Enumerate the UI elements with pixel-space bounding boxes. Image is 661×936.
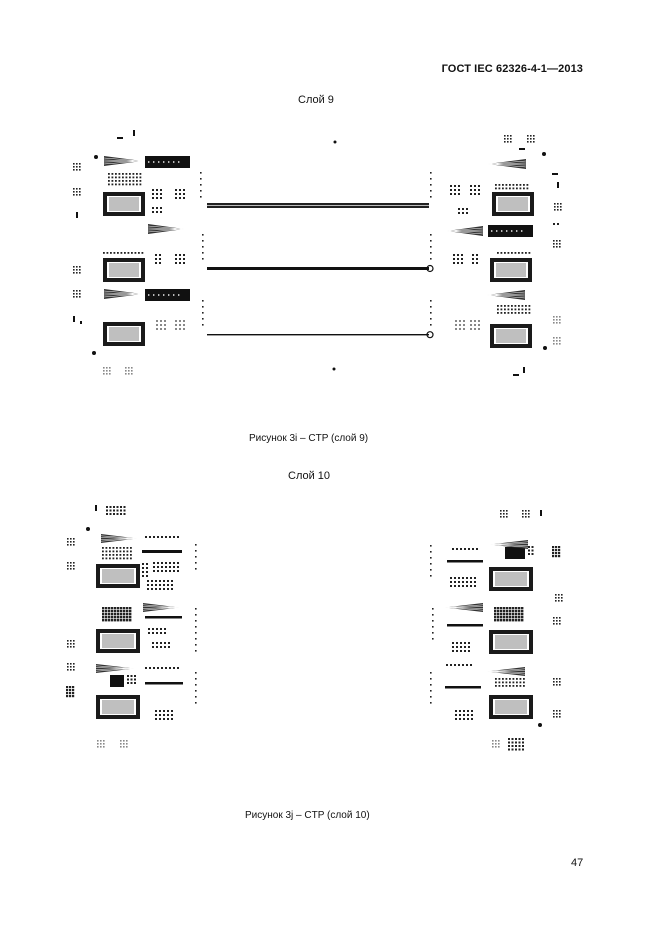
pad-array xyxy=(492,740,500,748)
pad-array xyxy=(125,367,133,375)
pad-array xyxy=(152,207,162,213)
figure-10-caption: Рисунок 3j – CTP (слой 10) xyxy=(245,810,370,821)
ic-footprint-hatch xyxy=(496,330,526,342)
pad-array xyxy=(554,203,562,211)
pad-array xyxy=(73,163,81,171)
via-dot xyxy=(542,152,546,156)
pad-array xyxy=(127,675,136,684)
pad-array xyxy=(148,628,166,634)
signal-trace xyxy=(207,334,429,335)
via-dot xyxy=(92,351,96,355)
pad-array xyxy=(522,510,530,518)
pad-array xyxy=(120,740,128,748)
pad-array xyxy=(495,184,528,189)
pad-mark xyxy=(523,367,525,373)
ic-footprint-hatch xyxy=(498,198,528,210)
pad-array xyxy=(500,510,508,518)
ic-footprint-hatch xyxy=(496,264,526,276)
pad-array xyxy=(156,320,166,330)
pad-line xyxy=(145,616,182,619)
pad-array xyxy=(73,266,81,274)
pad-array xyxy=(142,563,148,577)
pad-array xyxy=(155,710,173,720)
pad-array xyxy=(497,305,530,314)
pad-mark xyxy=(80,321,82,324)
ic-footprint-hatch xyxy=(102,570,134,582)
pad-mark xyxy=(540,510,542,516)
pad-mark xyxy=(73,316,75,322)
pad-array xyxy=(553,678,561,686)
figure-10-layer-pattern xyxy=(0,500,661,760)
pad-array xyxy=(553,223,559,225)
figure-10-title: Слой 10 xyxy=(288,470,331,482)
pad-strip xyxy=(488,225,533,237)
pad-array xyxy=(494,607,523,621)
pad-array xyxy=(175,320,185,330)
pad-array xyxy=(175,189,185,199)
signal-trace xyxy=(207,267,429,270)
pad-line xyxy=(445,686,481,689)
pad-array xyxy=(528,546,534,555)
via-column xyxy=(430,545,432,577)
via-dot xyxy=(94,155,98,159)
via-column xyxy=(430,172,432,198)
pad-array xyxy=(472,254,478,264)
pad-array xyxy=(450,577,476,587)
pad-array xyxy=(452,642,470,652)
pad-array xyxy=(455,710,473,720)
via-column xyxy=(202,300,204,326)
pad-array xyxy=(450,185,460,195)
pad-mark xyxy=(513,374,519,376)
pad-line xyxy=(145,682,183,685)
pad-array xyxy=(97,740,105,748)
pad-block xyxy=(505,547,525,559)
figure-9-layer-pattern xyxy=(0,120,661,380)
ic-footprint-hatch xyxy=(495,636,527,648)
pad-array xyxy=(67,538,75,546)
pad-array xyxy=(470,185,480,195)
pad-array xyxy=(73,188,81,196)
pad-array xyxy=(73,290,81,298)
pad-array xyxy=(67,562,75,570)
pad-array xyxy=(553,710,561,718)
document-standard-header: ГОСТ IEC 62326-4-1—2013 xyxy=(441,63,583,75)
pad-array xyxy=(527,135,535,143)
ic-footprint-hatch xyxy=(109,328,139,340)
pad-array xyxy=(145,667,179,669)
pad-array xyxy=(455,320,465,330)
via-column xyxy=(430,672,432,704)
figure-9-title: Слой 9 xyxy=(298,94,334,106)
via-column xyxy=(195,608,197,652)
pad-array xyxy=(452,548,478,550)
via-column xyxy=(195,544,197,570)
pad-array xyxy=(175,254,185,264)
pad-array xyxy=(470,320,480,330)
ic-footprint-hatch xyxy=(102,635,134,647)
ic-footprint-hatch xyxy=(102,701,134,713)
pad-array xyxy=(553,617,561,625)
pad-strip xyxy=(145,156,190,168)
pad-mark xyxy=(133,130,135,136)
ic-footprint-hatch xyxy=(495,701,527,713)
pad-array xyxy=(152,642,170,648)
pad-array xyxy=(103,367,111,375)
via-dot xyxy=(543,346,547,350)
pad-mark xyxy=(117,137,123,139)
pad-array xyxy=(102,547,132,559)
pad-line xyxy=(447,624,483,627)
pad-mark xyxy=(76,212,78,218)
pad-array xyxy=(66,686,74,697)
pad-block xyxy=(110,675,124,687)
pad-mark xyxy=(552,173,558,175)
pad-array xyxy=(458,208,468,214)
ic-footprint-hatch xyxy=(495,573,527,585)
via-dot xyxy=(86,527,90,531)
pad-array xyxy=(497,252,530,254)
page-number: 47 xyxy=(571,857,584,869)
pad-array xyxy=(155,254,161,264)
pad-mark xyxy=(557,182,559,188)
via-column xyxy=(432,608,434,640)
pad-array xyxy=(495,678,525,687)
pad-mark xyxy=(95,505,97,511)
via-column xyxy=(430,300,432,326)
pad-line xyxy=(447,560,483,563)
via-dot xyxy=(334,141,337,144)
pad-array xyxy=(508,738,524,751)
via-column xyxy=(200,172,202,198)
pad-array xyxy=(67,640,75,648)
pad-array xyxy=(446,664,472,666)
pad-array xyxy=(553,240,561,248)
pad-array xyxy=(553,316,561,324)
ic-footprint-hatch xyxy=(109,198,139,210)
pad-line xyxy=(142,550,182,553)
pad-array xyxy=(103,252,143,254)
via-column xyxy=(195,672,197,704)
pad-array xyxy=(145,536,179,538)
pad-array xyxy=(147,580,173,590)
via-dot xyxy=(538,723,542,727)
pad-array xyxy=(106,506,126,515)
pad-array xyxy=(504,135,512,143)
via-dot xyxy=(333,368,336,371)
pad-strip xyxy=(145,289,190,301)
pad-array xyxy=(453,254,463,264)
pad-array xyxy=(108,173,141,185)
pad-array xyxy=(555,594,563,602)
ic-footprint-hatch xyxy=(109,264,139,276)
via-column xyxy=(430,234,432,260)
pad-array xyxy=(552,546,560,557)
figure-9-caption: Рисунок 3i – CTP (слой 9) xyxy=(249,433,369,444)
via-column xyxy=(202,234,204,260)
pad-array xyxy=(152,189,162,199)
pad-array xyxy=(67,663,75,671)
pad-array xyxy=(102,607,131,621)
pad-array xyxy=(553,337,561,345)
pad-mark xyxy=(519,148,525,150)
pad-array xyxy=(153,562,179,572)
